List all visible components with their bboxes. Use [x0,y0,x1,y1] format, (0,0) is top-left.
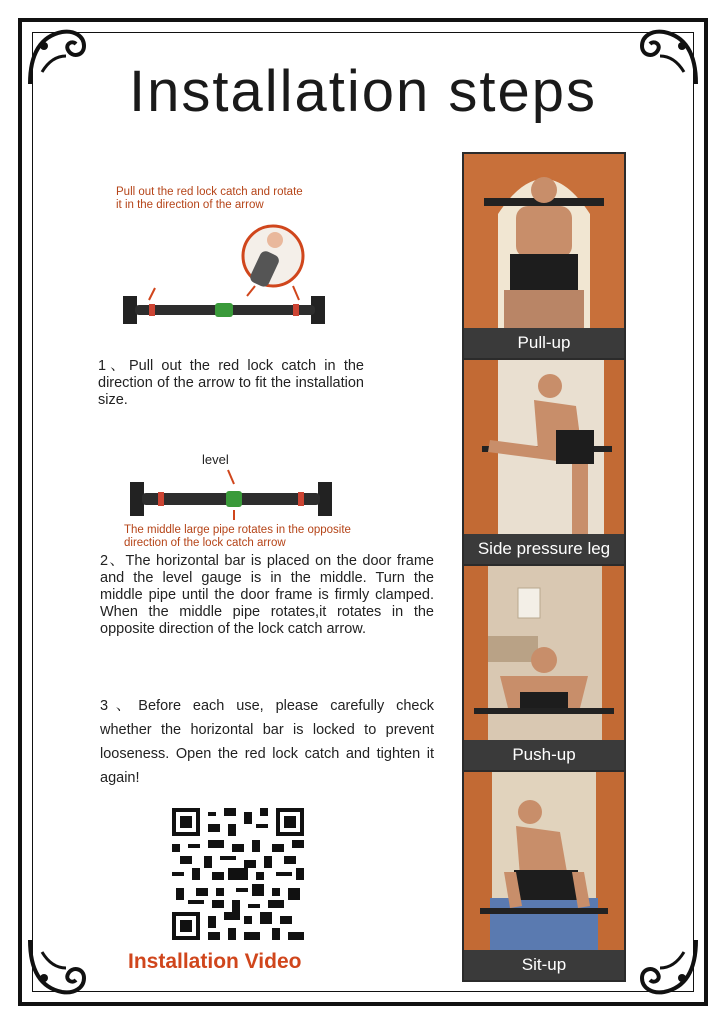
side-pressure-leg-photo-icon [464,360,624,534]
page-title: Installation steps [128,59,598,124]
pull-up-photo-icon [464,154,624,328]
middle-pipe-note: The middle large pipe rotates in the opposite direction of the lock catch arrow [124,524,351,549]
qr-code-icon[interactable] [172,808,304,940]
exercise-photo-column [462,152,626,982]
step-1-text: 1、Pull out the red lock catch in the direction of the arrow to fit the installation size. [98,358,364,408]
panel-caption: Side pressure leg [464,534,624,564]
panel-caption: Pull-up [464,328,624,358]
lock-catch-note: Pull out the red lock catch and rotate it in the direction of the arrow [116,186,303,211]
bar-diagram-lock-catch [115,218,335,338]
panel-caption: Push-up [464,740,624,770]
step-3-text: 3、Before each use, please carefully check whether the horizontal bar is locked to prevent looseness. Open the red lock catch and tighten it again! [100,698,434,786]
step-2-text: 2、The horizontal bar is placed on the door frame and the level gauge is in the middle. Turn the middle pipe until the door frame is firmly clamped. When the middle pipe rotates,it rotates in the opposite direction of the lock catch arrow. [100,553,434,637]
panel-caption: Sit-up [464,950,624,980]
push-up-photo-icon [464,566,624,740]
panel-sit-up [464,772,624,980]
installation-video-label[interactable]: Installation Video [128,950,302,973]
panel-pull-up [464,154,624,358]
panel-side-pressure-leg [464,360,624,564]
sit-up-photo-icon [464,772,624,950]
bar-diagram-level [122,468,338,524]
panel-push-up [464,566,624,770]
corner-ornament-icon [634,932,704,1002]
corner-ornament-icon [22,932,92,1002]
level-label: level [202,452,229,467]
